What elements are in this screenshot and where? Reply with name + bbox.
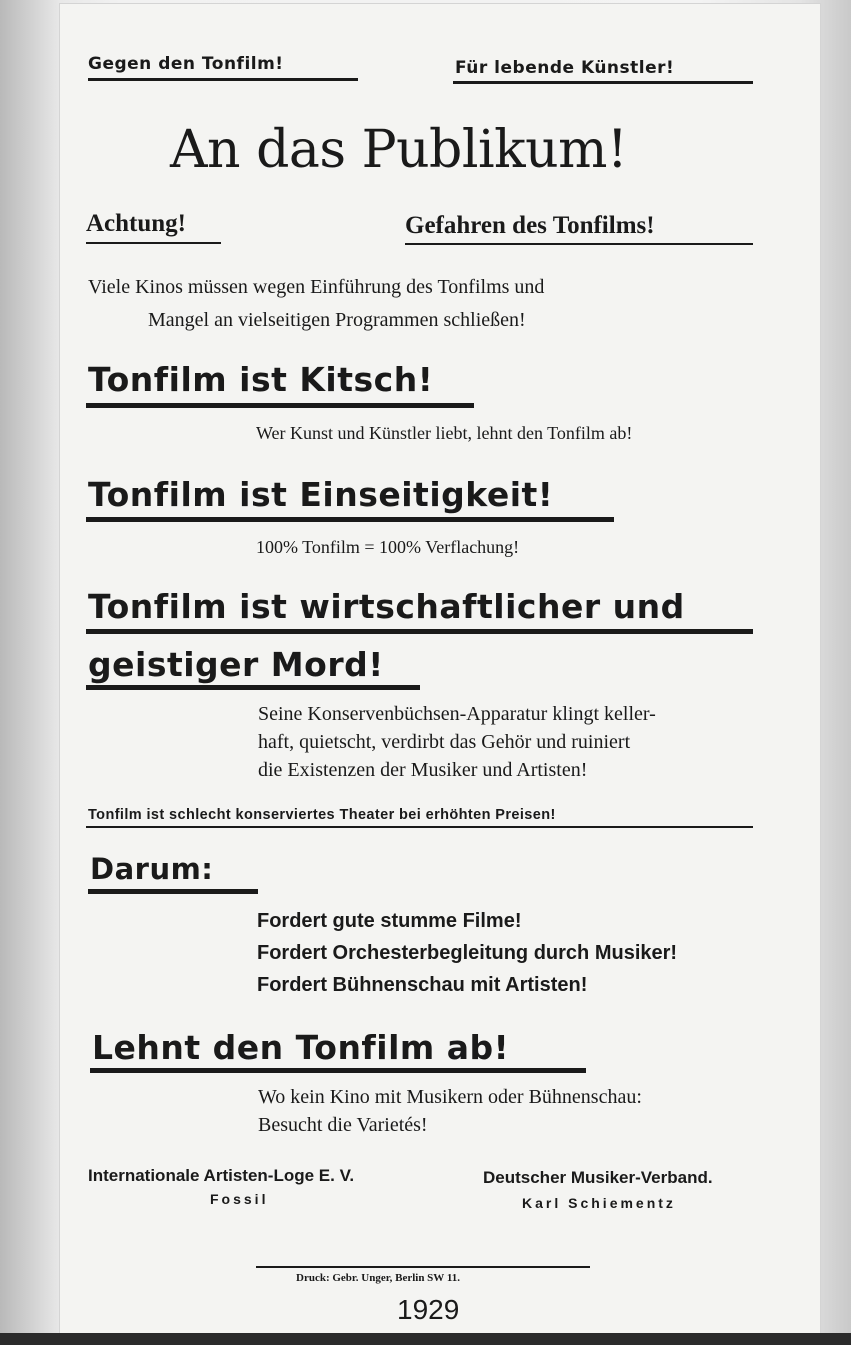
reject-heading: Lehnt den Tonfilm ab!	[92, 1028, 510, 1067]
signature-right-org: Deutscher Musiker-Verband.	[483, 1168, 713, 1187]
demand-silent-films: Fordert gute stumme Filme!	[257, 910, 522, 932]
slogan-kitsch-text: Wer Kunst und Künstler liebt, lehnt den Tonfilm ab!	[256, 423, 633, 443]
imprint: Druck: Gebr. Unger, Berlin SW 11.	[296, 1272, 460, 1284]
intro-line-2: Mangel an vielseitigen Programmen schließen!	[148, 309, 526, 331]
slogan-kitsch-underline	[86, 403, 474, 408]
scan-bottom-edge	[0, 1333, 851, 1345]
slogan-mord-underline-2	[86, 685, 420, 690]
intro-line-1: Viele Kinos müssen wegen Einführung des Tonfilms und	[88, 276, 545, 298]
reject-line-2: Besucht die Varietés!	[258, 1114, 428, 1136]
signature-left-org: Internationale Artisten-Loge E. V.	[88, 1166, 355, 1185]
header-left: Gegen den Tonfilm!	[88, 54, 284, 74]
signature-right-name: Karl Schiementz	[522, 1195, 676, 1211]
slogan-kitsch-heading: Tonfilm ist Kitsch!	[88, 360, 434, 399]
demand-orchestra: Fordert Orchesterbegleitung durch Musiker!	[257, 942, 678, 964]
header-right: Für lebende Künstler!	[455, 58, 675, 78]
demand-stage-show: Fordert Bühnenschau mit Artisten!	[257, 974, 588, 996]
warning-left-underline	[86, 242, 221, 244]
darum-underline	[88, 889, 258, 894]
reject-line-1: Wo kein Kino mit Musikern oder Bühnenschau:	[258, 1086, 642, 1108]
header-left-underline	[88, 78, 358, 81]
slogan-mord-text-line-1: Seine Konservenbüchsen-Apparatur klingt keller-	[258, 703, 656, 725]
imprint-rule	[256, 1266, 590, 1268]
warning-left: Achtung!	[86, 210, 187, 237]
slogan-einseitigkeit-text: 100% Tonfilm = 100% Verflachung!	[256, 537, 520, 557]
reject-underline	[90, 1068, 586, 1073]
slogan-mord-heading-line-2: geistiger Mord!	[88, 645, 384, 684]
slogan-einseitigkeit-heading: Tonfilm ist Einseitigkeit!	[88, 475, 554, 514]
slogan-einseitigkeit-underline	[86, 517, 614, 522]
slogan-mord-underline-1	[86, 629, 753, 634]
darum-heading: Darum:	[90, 852, 214, 886]
warning-right: Gefahren des Tonfilms!	[405, 212, 655, 239]
theater-statement: Tonfilm ist schlecht konserviertes Theater bei erhöhten Preisen!	[88, 807, 556, 823]
page-title: An das Publikum!	[170, 120, 628, 180]
year: 1929	[397, 1294, 460, 1325]
slogan-mord-text-line-3: die Existenzen der Musiker und Artisten!	[258, 759, 588, 781]
slogan-mord-heading-line-1: Tonfilm ist wirtschaftlicher und	[88, 587, 685, 626]
warning-right-underline	[405, 243, 753, 245]
header-right-underline	[453, 81, 753, 84]
slogan-mord-text-line-2: haft, quietscht, verdirbt das Gehör und ruiniert	[258, 731, 631, 753]
signature-left-name: Fossil	[210, 1191, 269, 1207]
theater-statement-underline	[86, 826, 753, 828]
